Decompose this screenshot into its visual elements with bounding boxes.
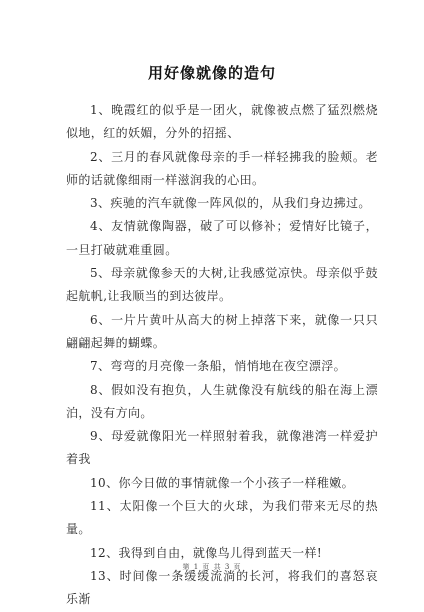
paragraph-9: 9、母爱就像阳光一样照射着我，就像港湾一样爱护着我	[66, 429, 378, 467]
paragraph-11: 11、太阳像一个巨大的火球，为我们带来无尽的热量。	[66, 499, 378, 537]
paragraph-7: 7、弯弯的月亮像一条船，悄悄地在夜空漂浮。	[90, 359, 347, 374]
document-body	[66, 99, 378, 612]
paragraph-12: 12、我得到自由，就像鸟儿得到蓝天一样!	[90, 545, 323, 560]
paragraph-10: 10、你今日做的事情就像一个小孩子一样稚嫩。	[90, 475, 355, 490]
paragraph-3: 3、疾驰的汽车就像一阵风似的，从我们身边拂过。	[90, 196, 371, 211]
paragraph-4: 4、友情就像陶器，破了可以修补；爱情好比镜子，一旦打破就难重圆。	[66, 219, 378, 257]
paragraph-1: 1、晚霞红的似乎是一团火，就像被点燃了猛烈燃烧似地，红的妖媚，分外的招摇、	[66, 103, 378, 141]
paragraph-2: 2、三月的春风就像母亲的手一样轻拂我的脸颊。老师的话就像细雨一样滋润我的心田。	[66, 149, 378, 187]
paragraph-13: 13、时间像一条缓缓流淌的长河，将我们的喜怒哀乐渐	[66, 568, 378, 607]
paragraph-6: 6、一片片黄叶从高大的树上掉落下来，就像一只只翩翩起舞的蝴蝶。	[66, 312, 378, 350]
page-footer: 第 1 页 共 3 页	[182, 563, 242, 571]
paragraph-8: 8、假如没有抱负，人生就像没有航线的船在海上漂泊，没有方向。	[66, 382, 378, 420]
paragraph-5: 5、母亲就像参天的大树,让我感觉凉快。母亲似乎鼓起航帆,让我顺当的到达彼岸。	[66, 266, 378, 304]
document-title: 用好像就像的造句	[147, 64, 276, 82]
